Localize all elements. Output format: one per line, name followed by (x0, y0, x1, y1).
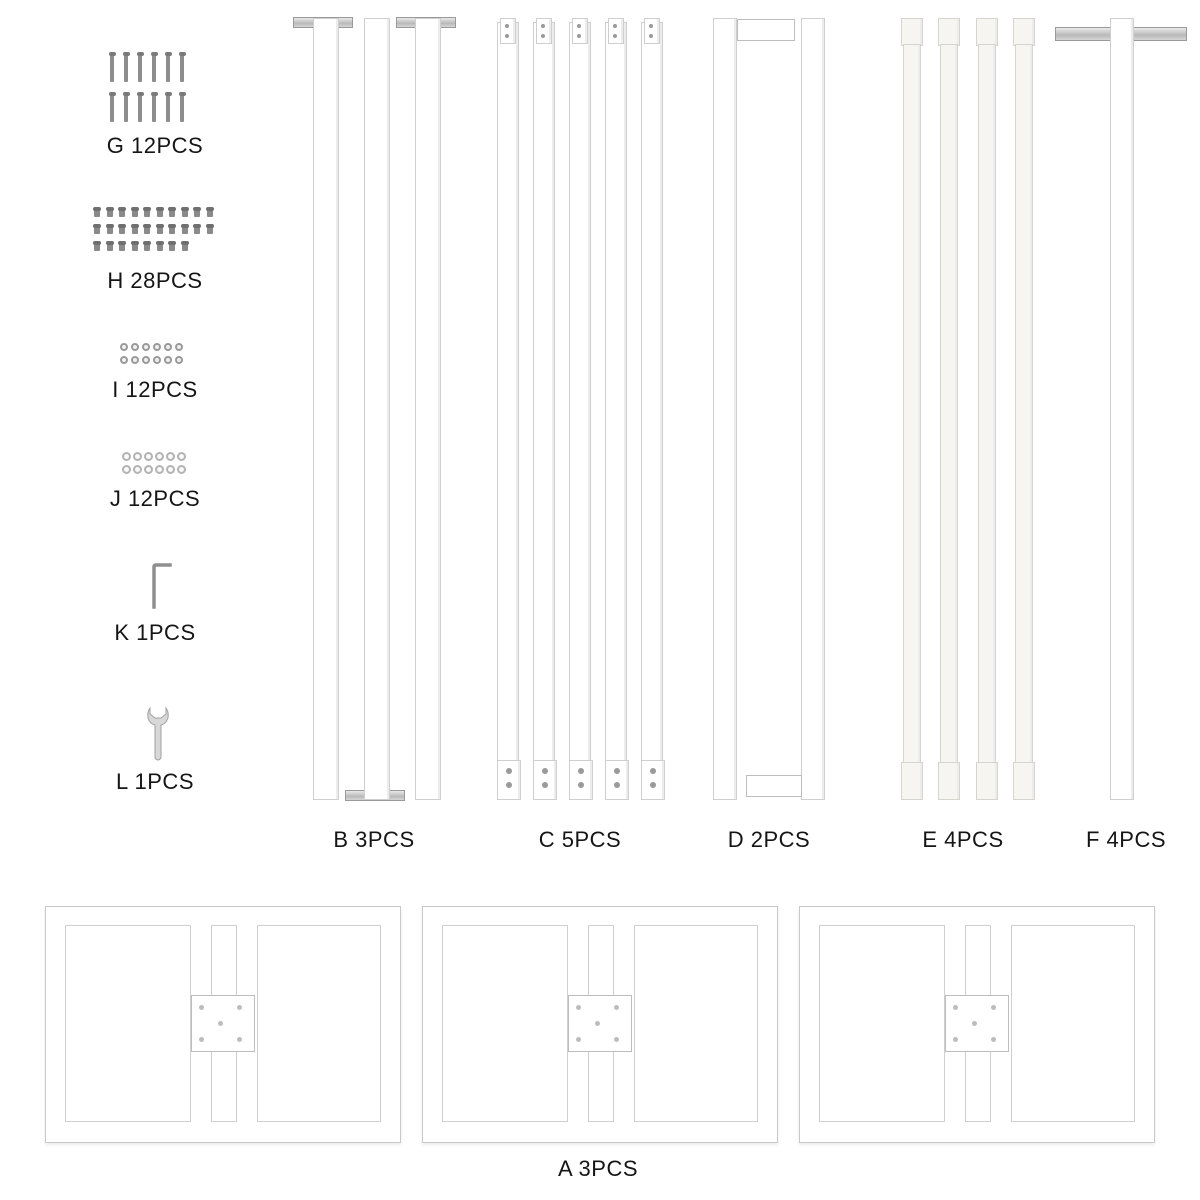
a-plate-hole (199, 1005, 204, 1010)
c-hole (541, 24, 545, 28)
c-hole (578, 782, 584, 788)
c-hole (506, 768, 512, 774)
e-rail (901, 18, 923, 46)
c-tab-bottom (605, 760, 629, 800)
e-rail (976, 762, 998, 800)
screw-icon (138, 94, 142, 122)
bolt-icon (157, 227, 163, 234)
nut-icon (175, 343, 183, 351)
washer-icon-group (122, 452, 192, 480)
bolt-icon (132, 244, 138, 251)
nut-icon (131, 356, 139, 364)
part-c-label: C 5PCS (538, 827, 622, 852)
part-j-label: J 12PCS (109, 486, 201, 511)
a-plate-hole (237, 1005, 242, 1010)
screw-icon-group (108, 50, 198, 122)
c-rail (533, 22, 555, 762)
part-d-label: D 2PCS (727, 827, 811, 852)
c-rail (641, 22, 663, 762)
a-plate-hole (199, 1037, 204, 1042)
washer-icon (133, 465, 142, 474)
bolt-icon (207, 227, 213, 234)
bolt-icon (194, 227, 200, 234)
screw-icon (110, 54, 114, 82)
washer-icon (144, 452, 153, 461)
bolt-icon (132, 210, 138, 217)
e-rail (938, 18, 960, 46)
screw-icon (166, 94, 170, 122)
a-plate-hole (953, 1005, 958, 1010)
nut-icon (153, 356, 161, 364)
c-tab-bottom (497, 760, 521, 800)
c-hole (578, 768, 584, 774)
washer-icon (166, 452, 175, 461)
c-tab-bottom (569, 760, 593, 800)
nut-icon (142, 356, 150, 364)
bolt-icon (182, 227, 188, 234)
e-rail (978, 44, 996, 764)
bolt-icon (182, 210, 188, 217)
a-plate-hole (595, 1021, 600, 1026)
a-mount-plate (945, 995, 1009, 1052)
c-tab-top (608, 18, 624, 44)
d-connector-bottom (746, 775, 802, 797)
screw-icon (110, 94, 114, 122)
bolt-icon (107, 210, 113, 217)
part-e-label: E 4PCS (922, 827, 1004, 852)
nut-icon (164, 343, 172, 351)
washer-icon (155, 465, 164, 474)
c-hole (505, 24, 509, 28)
e-rail (1015, 44, 1033, 764)
a-plate-hole (614, 1037, 619, 1042)
screw-icon (152, 94, 156, 122)
bolt-icon (119, 210, 125, 217)
screw-icon (138, 54, 142, 82)
c-tab-top (572, 18, 588, 44)
bolt-icon (94, 244, 100, 251)
a-window-left (442, 925, 568, 1122)
c-rail (605, 22, 627, 762)
a-mount-plate (568, 995, 632, 1052)
c-hole (649, 34, 653, 38)
screw-icon (180, 94, 184, 122)
bolt-icon-group (92, 206, 220, 258)
c-tab-top (536, 18, 552, 44)
a-window-left (819, 925, 945, 1122)
c-hole (577, 34, 581, 38)
part-h-label: H 28PCS (107, 268, 203, 293)
e-rail (901, 762, 923, 800)
screw-icon (124, 94, 128, 122)
bolt-icon (169, 227, 175, 234)
screw-icon (124, 54, 128, 82)
part-a-label: A 3PCS (557, 1156, 639, 1181)
c-hole (650, 782, 656, 788)
bolt-icon (144, 210, 150, 217)
c-tab-bottom (641, 760, 665, 800)
washer-icon (133, 452, 142, 461)
c-tab-top (644, 18, 660, 44)
nut-icon (175, 356, 183, 364)
c-hole (506, 782, 512, 788)
allen-key-icon (150, 563, 174, 609)
a-plate-hole (614, 1005, 619, 1010)
d-rail-1 (713, 18, 737, 800)
nut-icon (164, 356, 172, 364)
c-hole (577, 24, 581, 28)
bolt-icon (119, 244, 125, 251)
c-hole (542, 782, 548, 788)
c-hole (614, 768, 620, 774)
screw-icon (152, 54, 156, 82)
d-rail-2 (801, 18, 825, 800)
washer-icon (155, 452, 164, 461)
washer-icon (166, 465, 175, 474)
a-plate-hole (991, 1005, 996, 1010)
a-plate-hole (218, 1021, 223, 1026)
screw-icon (166, 54, 170, 82)
nut-icon (142, 343, 150, 351)
bolt-icon (169, 210, 175, 217)
c-hole (613, 34, 617, 38)
c-tab-top (500, 18, 516, 44)
a-window-right (257, 925, 381, 1122)
nut-icon (120, 356, 128, 364)
bolt-icon (132, 227, 138, 234)
washer-icon (122, 452, 131, 461)
e-rail (1013, 18, 1035, 46)
c-hole (542, 768, 548, 774)
c-tab-bottom (533, 760, 557, 800)
a-plate-hole (237, 1037, 242, 1042)
c-hole (613, 24, 617, 28)
bolt-icon (169, 244, 175, 251)
part-l-label: L 1PCS (115, 769, 194, 794)
e-rail (976, 18, 998, 46)
e-rail (938, 762, 960, 800)
part-k-label: K 1PCS (114, 620, 196, 645)
c-rail (497, 22, 519, 762)
screw-icon (180, 54, 184, 82)
a-plate-hole (972, 1021, 977, 1026)
e-rail (1013, 762, 1035, 800)
washer-icon (177, 452, 186, 461)
bolt-icon (157, 210, 163, 217)
c-hole (649, 24, 653, 28)
bolt-icon (107, 244, 113, 251)
c-hole (614, 782, 620, 788)
f-rail (1110, 18, 1134, 800)
d-connector-top (737, 19, 795, 41)
nut-icon (131, 343, 139, 351)
washer-icon (144, 465, 153, 474)
nut-icon-group (120, 343, 190, 371)
bolt-icon (182, 244, 188, 251)
part-f-label: F 4PCS (1085, 827, 1167, 852)
washer-icon (122, 465, 131, 474)
bolt-icon (194, 210, 200, 217)
a-mount-plate (191, 995, 255, 1052)
a-plate-hole (576, 1005, 581, 1010)
bolt-icon (157, 244, 163, 251)
bolt-icon (107, 227, 113, 234)
a-plate-hole (991, 1037, 996, 1042)
part-i-label: I 12PCS (112, 377, 198, 402)
a-window-right (1011, 925, 1135, 1122)
a-window-right (634, 925, 758, 1122)
b-rail-3 (415, 18, 441, 800)
bolt-icon (119, 227, 125, 234)
e-rail (903, 44, 921, 764)
c-rail (569, 22, 591, 762)
bolt-icon (144, 227, 150, 234)
bolt-icon (94, 210, 100, 217)
bolt-icon (94, 227, 100, 234)
a-window-left (65, 925, 191, 1122)
bolt-icon (144, 244, 150, 251)
a-plate-hole (576, 1037, 581, 1042)
bolt-icon (207, 210, 213, 217)
b-rail-1 (313, 18, 339, 800)
nut-icon (153, 343, 161, 351)
e-rail (940, 44, 958, 764)
part-b-label: B 3PCS (333, 827, 415, 852)
part-g-label: G 12PCS (106, 133, 204, 158)
wrench-icon (146, 706, 170, 762)
c-hole (541, 34, 545, 38)
nut-icon (120, 343, 128, 351)
c-hole (650, 768, 656, 774)
a-plate-hole (953, 1037, 958, 1042)
b-rail-2 (364, 18, 390, 800)
c-hole (505, 34, 509, 38)
washer-icon (177, 465, 186, 474)
